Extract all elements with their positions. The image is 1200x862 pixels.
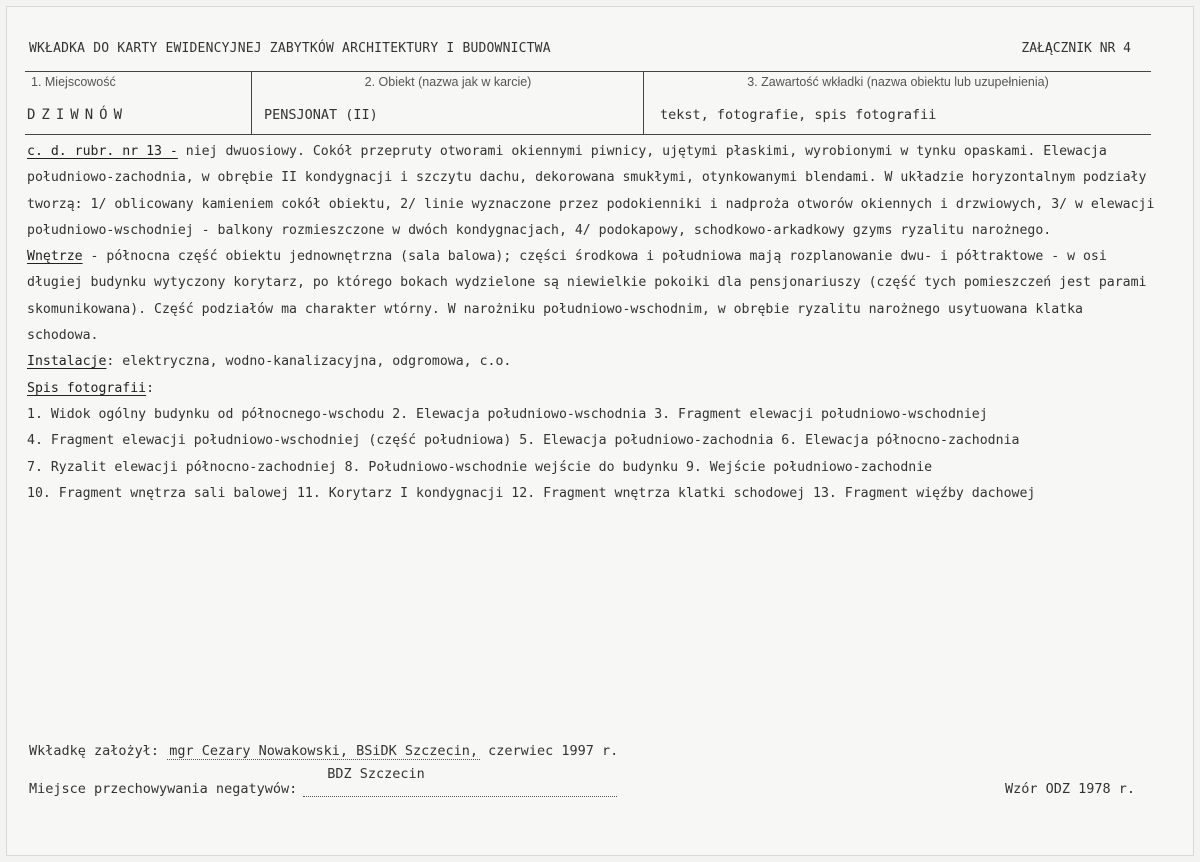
photo-list [27,402,1157,507]
founder-value: mgr Cezary Nowakowski, BSiDK Szczecin, [169,743,479,759]
installations-label: Instalacje [27,354,107,370]
object-column [251,72,644,134]
negatives-line [29,766,617,797]
installations-text: : elektryczna, wodno-kanalizacyjna, odgromowa, c.o. [106,354,512,370]
contents-header: 3. Zawartość wkładki (nazwa obiektu lub uzupełnienia) [747,75,1049,89]
negatives-dotted-field [303,766,617,797]
founder-label: Wkładkę założył: [29,743,160,759]
rubric-label: c. d. rubr. nr 13 - [27,144,178,159]
negatives-value: BDZ Szczecin [327,766,425,782]
photos-heading [27,376,1157,402]
interior-paragraph [27,244,1157,349]
photo-list-line: 7. Ryzalit elewacji północno-zachodniej 8. Południowo-wschodnie wejście do budynku 9. Wejście południowo-zachodnie [27,459,933,475]
founder-line [29,743,618,760]
photo-list-line: 10. Fragment wnętrza sali balowej 11. Korytarz I kondygnacji 12. Fragment wnętrza klatki schodowej 13. Fragment więźby dachowej [27,485,1036,501]
card-title: WKŁADKA DO KARTY EWIDENCYJNEJ ZABYTKÓW ARCHITEKTURY I BUDOWNICTWA [29,41,551,56]
photos-colon: : [146,380,155,396]
photos-label: Spis fotografii [27,380,147,396]
interior-text: - północna część obiektu jednownętrzna (sala balowa); części środkowa i południowa mają rozplanowanie dwu- i półtraktowe - w osi długiej budynku wytyczony korytarz, po którego bokach wydzielone są niewielkie pokoiki dla pensjonariuszy (część tych pomieszczeń jest parami skomunikowana). Część podziałów ma charakter wtórny. W narożniku południowo-wschodnim, w obrębie ryzalitu narożnego usytuowana klatka schodowa. [27,249,1147,344]
template-note: Wzór ODZ 1978 r. [1004,781,1135,797]
photo-list-line: 4. Fragment elewacji południowo-wschodniej (część południowa) 5. Elewacja południowo-zachodnia 6. Elewacja północno-zachodnia [27,433,1020,449]
description-body [27,139,1157,507]
object-header: 2. Obiekt (nazwa jak w karcie) [364,75,532,89]
rubric-text: niej dwuosiowy. Cokół przepruty otworami okiennymi piwnicy, ujętymi płaskimi, wyrobionymi w tynku opaskami. Elewacja południowo-zachodnia, w obrębie II kondygnacji i szczytu dachu, dekorowana smukłymi, otynkowanymi blendami. W układzie horyzontalnym podziały tworzą: 1/ oblicowany kamieniem cokół obiektu, 2/ linie wyznaczone przez podokienniki i nadproża otworów okiennych i drzwiowych, 3/ w elewacji południowo-wschodniej - balkony rozmieszczone w dwóch kondygnacjach, 4/ podokapowy, schodkowo-arkadkowy gzyms ryzalitu narożnego. [27,144,1155,238]
negatives-label: Miejsce przechowywania negatywów: [29,781,298,797]
photo-list-line: 1. Widok ogólny budynku od północnego-wschodu 2. Elewacja południowo-wschodnia 3. Fragment elewacji południowo-wschodniej [27,406,988,422]
header-table [25,71,1151,135]
attachment-number: ZAŁĄCZNIK NR 4 [1021,41,1131,56]
interior-label: Wnętrze [27,249,83,265]
installations-paragraph [27,349,1157,375]
founder-date: czerwiec 1997 r. [480,743,619,759]
contents-value: tekst, fotografie, spis fotografii [660,107,937,123]
contents-column [643,72,1152,134]
rubric-paragraph [27,139,1157,244]
locality-column [25,72,251,134]
locality-value: DZIWNÓW [27,107,129,123]
object-value: PENSJONAT (II) [264,107,378,123]
record-card [6,6,1194,856]
locality-header: 1. Miejscowość [31,75,116,89]
